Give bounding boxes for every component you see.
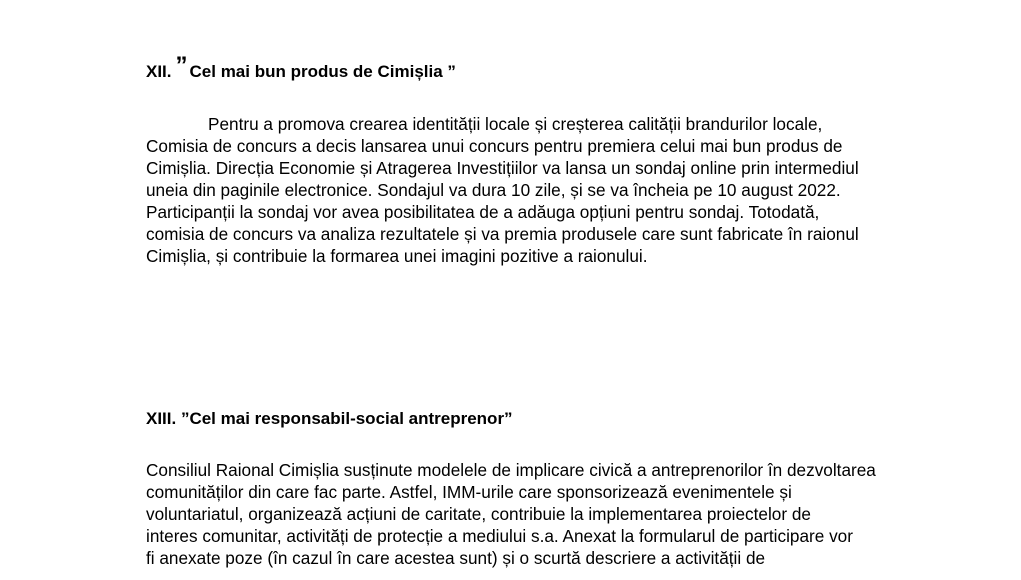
section-xii-paragraph (146, 113, 966, 267)
section-heading-xii (146, 52, 456, 83)
section-xiii-paragraph (146, 459, 966, 569)
paragraph-line: Cimișlia. Direcția Economie și Atragerea Investițiilor va lansa un sondaj online prin intermediul (146, 158, 859, 178)
paragraph-line: Pentru a promova crearea identității locale și creșterea calității brandurilor locale, (208, 114, 823, 134)
section-heading-xiii: XIII. ”Cel mai responsabil-social antreprenor” (146, 409, 513, 428)
paragraph-line: Comisia de concurs a decis lansarea unui concurs pentru premiera celui mai bun produs de (146, 136, 843, 156)
paragraph-line: interes comunitar, activități de protecție a mediului s.a. Anexat la formularul de participare vor (146, 526, 853, 546)
paragraph-line: Cimișlia, și contribuie la formarea unei imagini pozitive a raionului. (146, 246, 648, 266)
paragraph-line: comunităților din care fac parte. Astfel, IMM-urile care sponsorizează evenimentele și (146, 482, 792, 502)
paragraph-line: voluntariatul, organizează acțiuni de caritate, contribuie la implementarea proiectelor de (146, 504, 811, 524)
section-title: Cel mai bun produs de Cimișlia ” (189, 62, 456, 81)
paragraph-line: comisia de concurs va analiza rezultatele și va premia produsele care sunt fabricate în raionul (146, 224, 859, 244)
paragraph-line: uneia din paginile electronice. Sondajul va dura 10 zile, și se va încheia pe 10 august 2022. (146, 180, 841, 200)
paragraph-line: fi anexate poze (în cazul în care acestea sunt) și o scurtă descriere a activității de (146, 548, 766, 568)
paragraph-line: Participanții la sondaj vor avea posibilitatea de a adăuga opțiuni pentru sondaj. Totodată, (146, 202, 820, 222)
section-number: XII. (146, 62, 172, 81)
paragraph-line: Consiliul Raional Cimișlia susținute modelele de implicare civică a antreprenorilor în dezvoltarea (146, 460, 876, 480)
open-quote: ” (175, 52, 188, 79)
